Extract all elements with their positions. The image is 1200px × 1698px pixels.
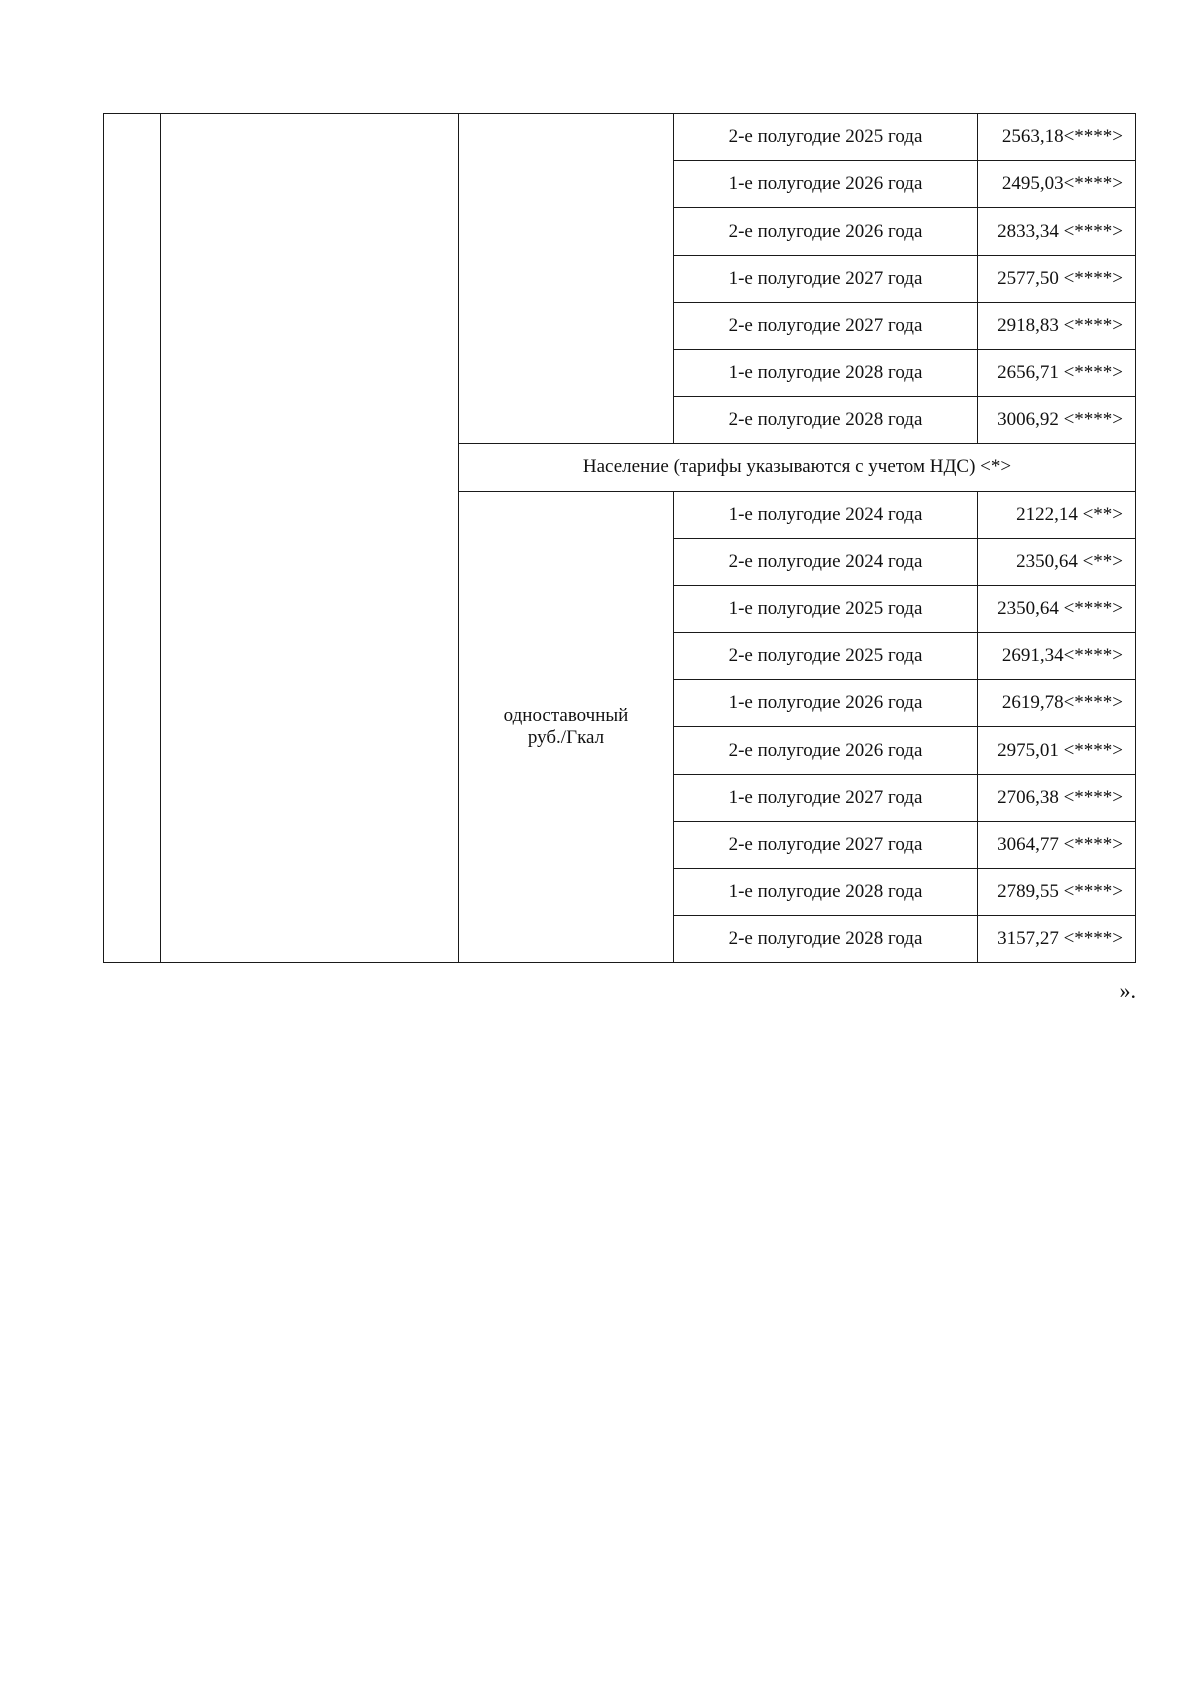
- tariff-value-cell: 2350,64 <****>: [978, 585, 1136, 632]
- period-cell: 2-е полугодие 2027 года: [674, 821, 978, 868]
- tariff-value-cell: 2833,34 <****>: [978, 208, 1136, 255]
- tariff-value-cell: 2918,83 <****>: [978, 302, 1136, 349]
- closing-quote-mark: ».: [1119, 978, 1136, 1003]
- tariff-type-cell: [459, 491, 674, 963]
- tariff-table: [103, 113, 1136, 963]
- period-cell: 2-е полугодие 2028 года: [674, 916, 978, 963]
- population-header-cell: Население (тарифы указываются с учетом НДС) <*>: [459, 444, 1136, 491]
- period-cell: 1-е полугодие 2028 года: [674, 869, 978, 916]
- period-cell: 2-е полугодие 2024 года: [674, 538, 978, 585]
- number-column-cell: [104, 114, 161, 963]
- tariff-type-cell-top: [459, 114, 674, 444]
- period-cell: 2-е полугодие 2028 года: [674, 397, 978, 444]
- tariff-value-cell: 2789,55 <****>: [978, 869, 1136, 916]
- tariff-value-cell: 3006,92 <****>: [978, 397, 1136, 444]
- period-cell: 2-е полугодие 2025 года: [674, 633, 978, 680]
- tariff-value-cell: 2656,71 <****>: [978, 349, 1136, 396]
- tariff-value-cell: 2122,14 <**>: [978, 491, 1136, 538]
- table-row: [104, 114, 1136, 161]
- period-cell: 1-е полугодие 2027 года: [674, 774, 978, 821]
- period-cell: 1-е полугодие 2028 года: [674, 349, 978, 396]
- period-cell: 2-е полугодие 2025 года: [674, 114, 978, 161]
- tariff-value-cell: 3064,77 <****>: [978, 821, 1136, 868]
- tariff-value-cell: 3157,27 <****>: [978, 916, 1136, 963]
- period-cell: 1-е полугодие 2026 года: [674, 680, 978, 727]
- tariff-value-cell: 2563,18<****>: [978, 114, 1136, 161]
- period-cell: 2-е полугодие 2026 года: [674, 727, 978, 774]
- period-cell: 1-е полугодие 2024 года: [674, 491, 978, 538]
- tariff-value-cell: 2706,38 <****>: [978, 774, 1136, 821]
- tariff-value-cell: 2577,50 <****>: [978, 255, 1136, 302]
- tariff-type-label: одноставочный: [503, 705, 629, 727]
- period-cell: 2-е полугодие 2026 года: [674, 208, 978, 255]
- period-cell: 2-е полугодие 2027 года: [674, 302, 978, 349]
- period-cell: 1-е полугодие 2026 года: [674, 161, 978, 208]
- tariff-value-cell: 2495,03<****>: [978, 161, 1136, 208]
- organization-column-cell: [161, 114, 459, 963]
- period-cell: 1-е полугодие 2025 года: [674, 585, 978, 632]
- tariff-value-cell: 2691,34<****>: [978, 633, 1136, 680]
- tariff-value-cell: 2350,64 <**>: [978, 538, 1136, 585]
- tariff-unit-label: руб./Гкал: [527, 726, 605, 748]
- tariff-value-cell: 2975,01 <****>: [978, 727, 1136, 774]
- period-cell: 1-е полугодие 2027 года: [674, 255, 978, 302]
- tariff-value-cell: 2619,78<****>: [978, 680, 1136, 727]
